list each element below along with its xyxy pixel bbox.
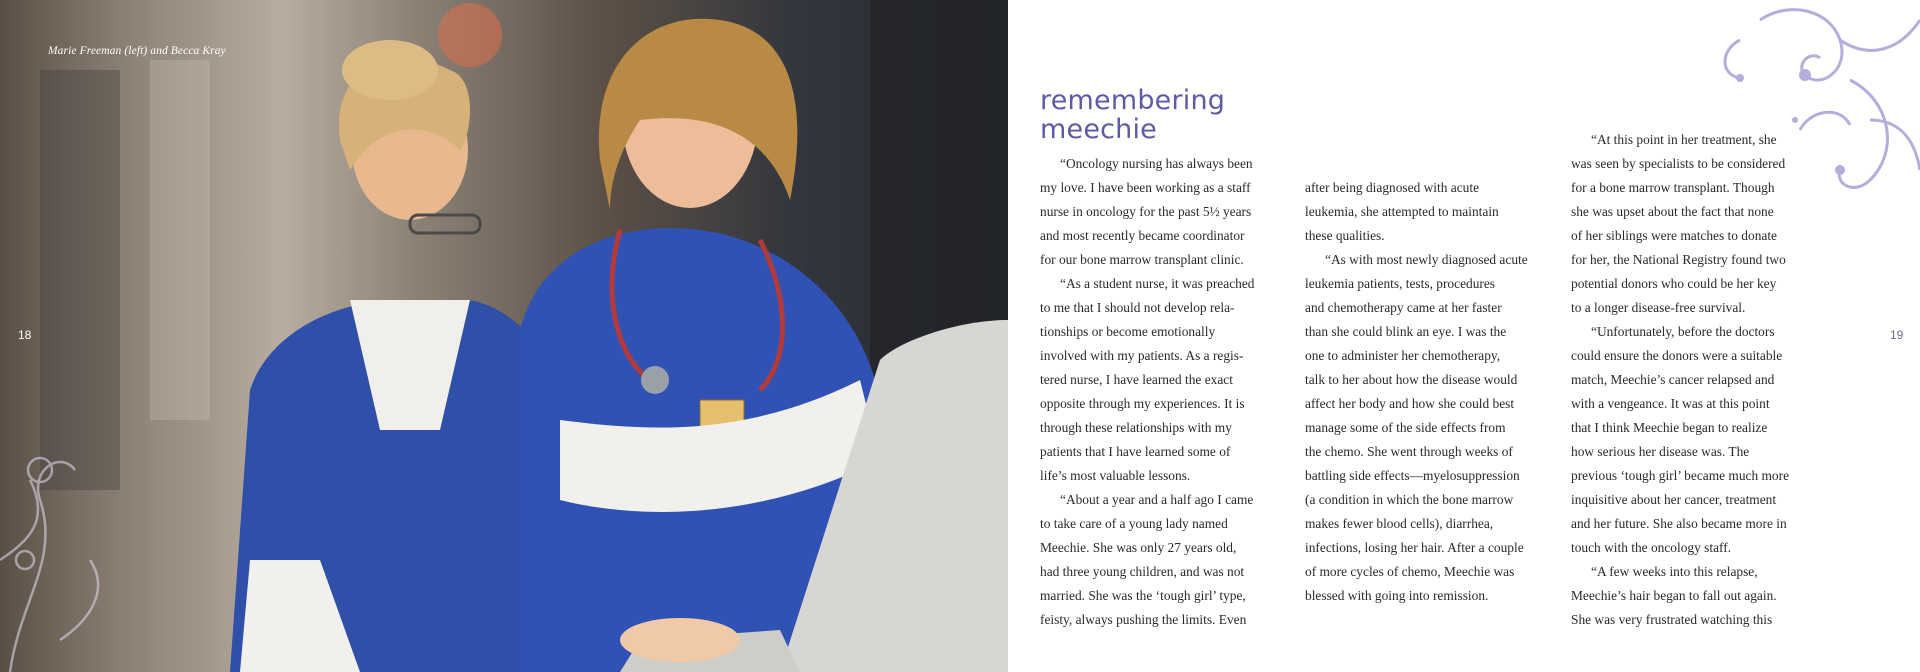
text-line: involved with my patients. As a regis-	[1040, 348, 1244, 363]
text-line: could ensure the donors were a suitable	[1571, 348, 1783, 363]
exit-light	[438, 3, 502, 67]
article-column-2	[1305, 176, 1541, 608]
text-line: “A few weeks into this relapse,	[1591, 564, 1758, 579]
text-line: touch with the oncology staff.	[1571, 540, 1732, 555]
text-line: was seen by specialists to be considered	[1571, 156, 1786, 171]
article-column-3	[1571, 128, 1807, 632]
text-line: infections, losing her hair. After a couple	[1305, 540, 1524, 555]
article-title-line: meechie	[1040, 114, 1157, 145]
text-line: (a condition in which the bone marrow	[1305, 492, 1514, 507]
text-line: nurse in oncology for the past 5½ years	[1040, 204, 1252, 219]
article-column-1	[1040, 152, 1276, 632]
text-line: tionships or become emotionally	[1040, 324, 1216, 339]
text-line: She was very frustrated watching this	[1571, 612, 1773, 627]
text-line: opposite through my experiences. It is	[1040, 396, 1245, 411]
text-line: that I think Meechie began to realize	[1571, 420, 1768, 435]
text-line: through these relationships with my	[1040, 420, 1232, 435]
text-line: previous ‘tough girl’ became much more	[1571, 468, 1790, 483]
article-title-line: remembering	[1040, 85, 1226, 116]
photo-caption: Marie Freeman (left) and Becca Kray	[48, 45, 226, 57]
text-line: to take care of a young lady named	[1040, 516, 1228, 531]
text-line: the chemo. She went through weeks of	[1305, 444, 1513, 459]
text-line: for our bone marrow transplant clinic.	[1040, 252, 1244, 267]
text-line: after being diagnosed with acute	[1305, 180, 1480, 195]
text-line: than she could blink an eye. I was the	[1305, 324, 1507, 339]
text-line: and her future. She also became more in	[1571, 516, 1787, 531]
text-line: these qualities.	[1305, 228, 1385, 243]
text-line: inquisitive about her cancer, treatment	[1571, 492, 1777, 507]
text-line: tered nurse, I have learned the exact	[1040, 372, 1233, 387]
text-line: married. She was the ‘tough girl’ type,	[1040, 588, 1246, 603]
text-line: “Oncology nursing has always been	[1060, 156, 1253, 171]
text-line: feisty, always pushing the limits. Even	[1040, 612, 1247, 627]
text-line: how serious her disease was. The	[1571, 444, 1750, 459]
text-line: for her, the National Registry found two	[1571, 252, 1786, 267]
text-line: to me that I should not develop rela-	[1040, 300, 1235, 315]
text-line: “Unfortunately, before the doctors	[1591, 324, 1775, 339]
article-title	[1040, 86, 1225, 144]
text-line: Meechie. She was only 27 years old,	[1040, 540, 1237, 555]
text-line: leukemia patients, tests, procedures	[1305, 276, 1496, 291]
text-line: and chemotherapy came at her faster	[1305, 300, 1502, 315]
text-line: she was upset about the fact that none	[1571, 204, 1774, 219]
text-line: potential donors who could be her key	[1571, 276, 1777, 291]
text-line: to a longer disease-free survival.	[1571, 300, 1746, 315]
text-line: of more cycles of chemo, Meechie was	[1305, 564, 1515, 579]
text-line: of her siblings were matches to donate	[1571, 228, 1778, 243]
page-number-right: 19	[1890, 328, 1904, 342]
text-line: talk to her about how the disease would	[1305, 372, 1518, 387]
text-line: for a bone marrow transplant. Though	[1571, 180, 1775, 195]
text-line: and most recently became coordinator	[1040, 228, 1245, 243]
text-line: affect her body and how she could best	[1305, 396, 1515, 411]
text-line: battling side effects—myelosuppression	[1305, 468, 1520, 483]
text-line: makes fewer blood cells), diarrhea,	[1305, 516, 1494, 531]
text-line: patients that I have learned some of	[1040, 444, 1231, 459]
text-line: with a vengeance. It was at this point	[1571, 396, 1770, 411]
typing-hands	[620, 618, 740, 662]
text-line: my love. I have been working as a staff	[1040, 180, 1251, 195]
text-line: match, Meechie’s cancer relapsed and	[1571, 372, 1775, 387]
text-line: Meechie’s hair began to fall out again.	[1571, 588, 1777, 603]
text-line: one to administer her chemotherapy,	[1305, 348, 1501, 363]
page-number-left: 18	[18, 328, 32, 342]
floral-ornament-left	[0, 458, 98, 672]
text-line: manage some of the side effects from	[1305, 420, 1506, 435]
text-line: “About a year and a half ago I came	[1060, 492, 1254, 507]
text-line: had three young children, and was not	[1040, 564, 1245, 579]
text-line: “As with most newly diagnosed acute	[1325, 252, 1528, 267]
text-line: “As a student nurse, it was preached	[1060, 276, 1255, 291]
text-line: leukemia, she attempted to maintain	[1305, 204, 1499, 219]
text-line: “At this point in her treatment, she	[1591, 132, 1777, 147]
text-line: life’s most valuable lessons.	[1040, 468, 1191, 483]
text-line: blessed with going into remission.	[1305, 588, 1489, 603]
